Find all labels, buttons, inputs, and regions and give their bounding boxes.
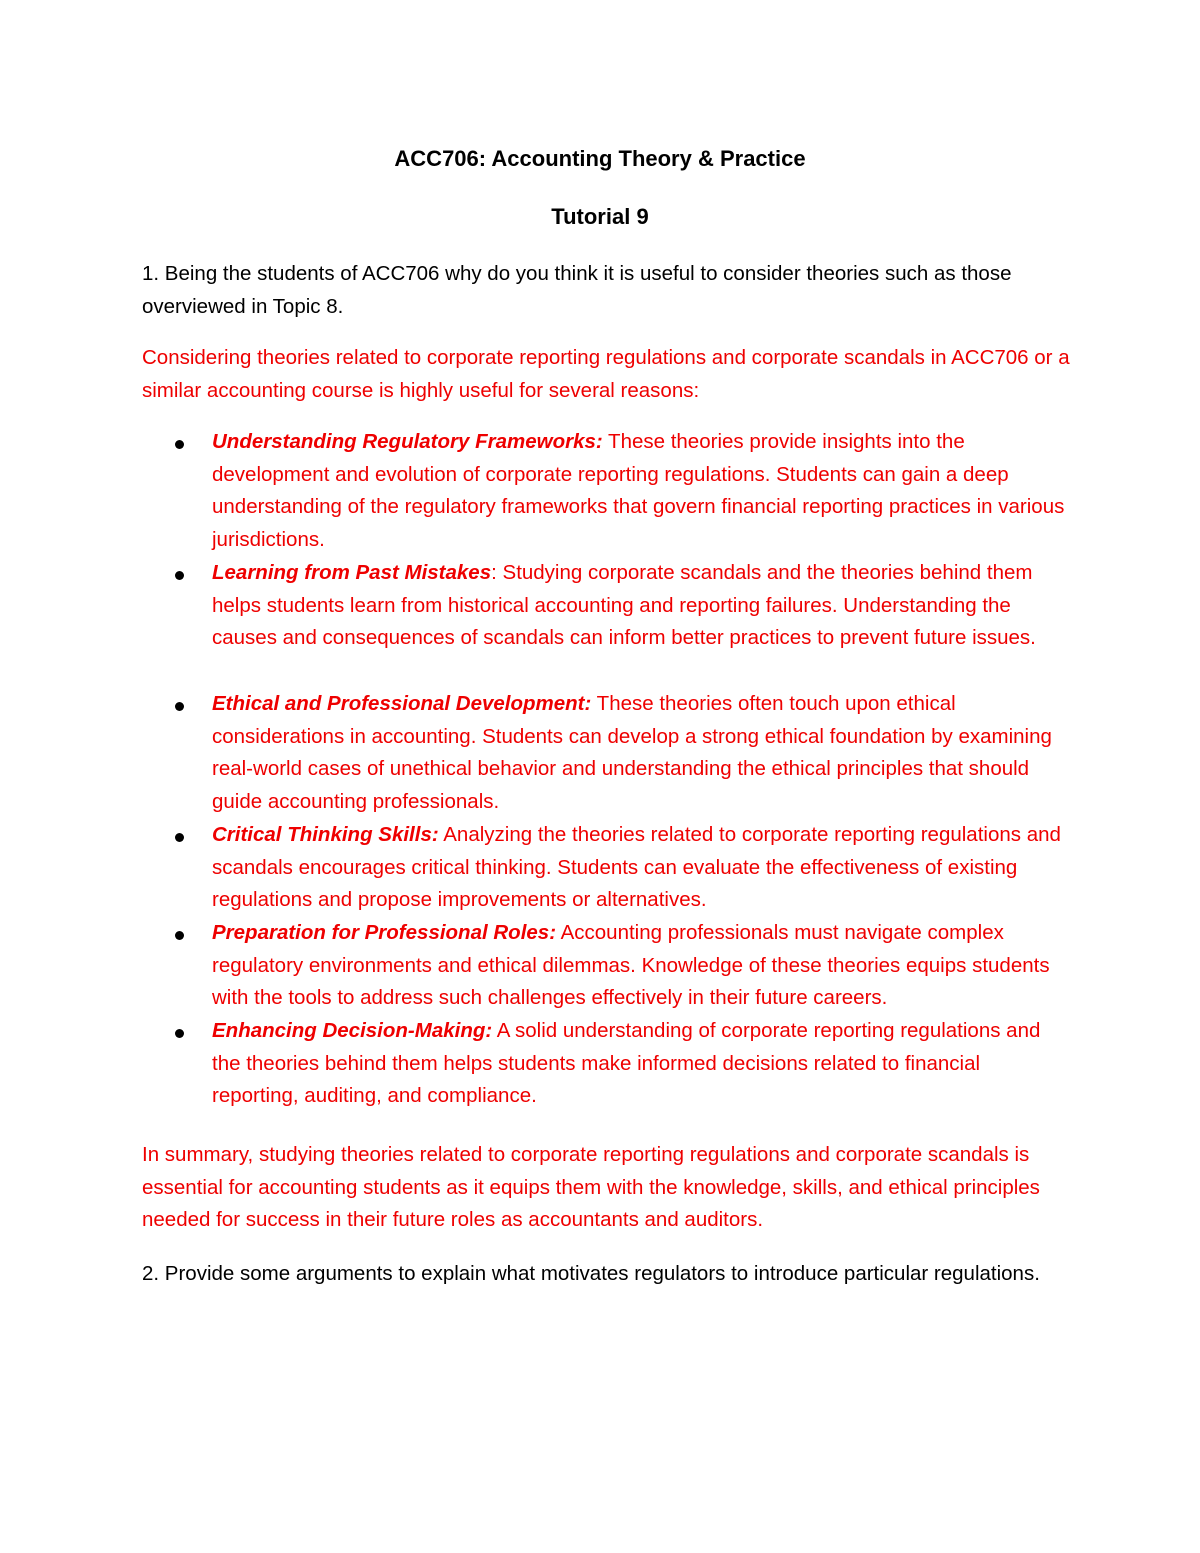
question-2: 2. Provide some arguments to explain what motivates regulators to introduce particular regulations. <box>142 1262 1040 1285</box>
bullet-term: Preparation for Professional Roles: <box>212 921 557 944</box>
bullet-term: Learning from Past Mistakes <box>212 561 492 584</box>
bullet-term: Critical Thinking Skills: <box>212 823 439 846</box>
bullet-icon <box>175 931 184 940</box>
bullet-icon <box>175 833 184 842</box>
bullet-text: A solid understanding of corporate reporting regulations and the theories behind them helps students make informed decisions related to financial reporting, auditing, and compliance. <box>212 1019 1041 1107</box>
bullet-term: Ethical and Professional Development: <box>212 692 592 715</box>
list-item <box>0 557 1072 688</box>
list-item <box>0 688 1072 819</box>
bullet-text: Analyzing the theories related to corporate reporting regulations and scandals encourages critical thinking. Students can evaluate the effectiveness of existing regulations and propose improvements or alternatives. <box>212 823 1061 911</box>
list-item <box>0 1015 1072 1113</box>
bullet-term: Understanding Regulatory Frameworks: <box>212 430 603 453</box>
question-1: 1. Being the students of ACC706 why do you think it is useful to consider theories such as those overviewed in Topic 8. <box>142 262 1012 318</box>
bullet-icon <box>175 1029 184 1038</box>
bullet-term: Enhancing Decision-Making: <box>212 1019 493 1042</box>
answer-bullet-list <box>0 426 1200 1113</box>
bullet-icon <box>175 440 184 449</box>
bullet-icon <box>175 702 184 711</box>
answer-intro: Considering theories related to corporate reporting regulations and corporate scandals in ACC706 or a similar accounting course is highly useful for several reasons: <box>142 346 1070 402</box>
bullet-text: Accounting professionals must navigate complex regulatory environments and ethical dilemmas. Knowledge of these theories equips students with the tools to address such challenges effectively in their future careers. <box>212 921 1050 1009</box>
document-title: ACC706: Accounting Theory & Practice <box>394 146 806 171</box>
document-subtitle: Tutorial 9 <box>551 204 649 229</box>
answer-summary: In summary, studying theories related to corporate reporting regulations and corporate scandals is essential for accounting students as it equips them with the knowledge, skills, and ethical principles needed for success in their future roles as accountants and auditors. <box>142 1143 1040 1231</box>
list-item <box>0 426 1072 557</box>
bullet-icon <box>175 571 184 580</box>
list-item <box>0 819 1072 917</box>
bullet-text: These theories provide insights into the development and evolution of corporate reporting regulations. Students can gain a deep understanding of the regulatory frameworks that govern financial reporting practices in various jurisdictions. <box>212 430 1065 551</box>
bullet-text: : Studying corporate scandals and the theories behind them helps students learn from historical accounting and reporting failures. Understanding the causes and consequences of scandals can inform better practices to prevent future issues. <box>212 561 1036 649</box>
list-item <box>0 917 1072 1015</box>
bullet-text: These theories often touch upon ethical considerations in accounting. Students can develop a strong ethical foundation by examining real-world cases of unethical behavior and understanding the ethical principles that should guide accounting professionals. <box>212 692 1052 813</box>
